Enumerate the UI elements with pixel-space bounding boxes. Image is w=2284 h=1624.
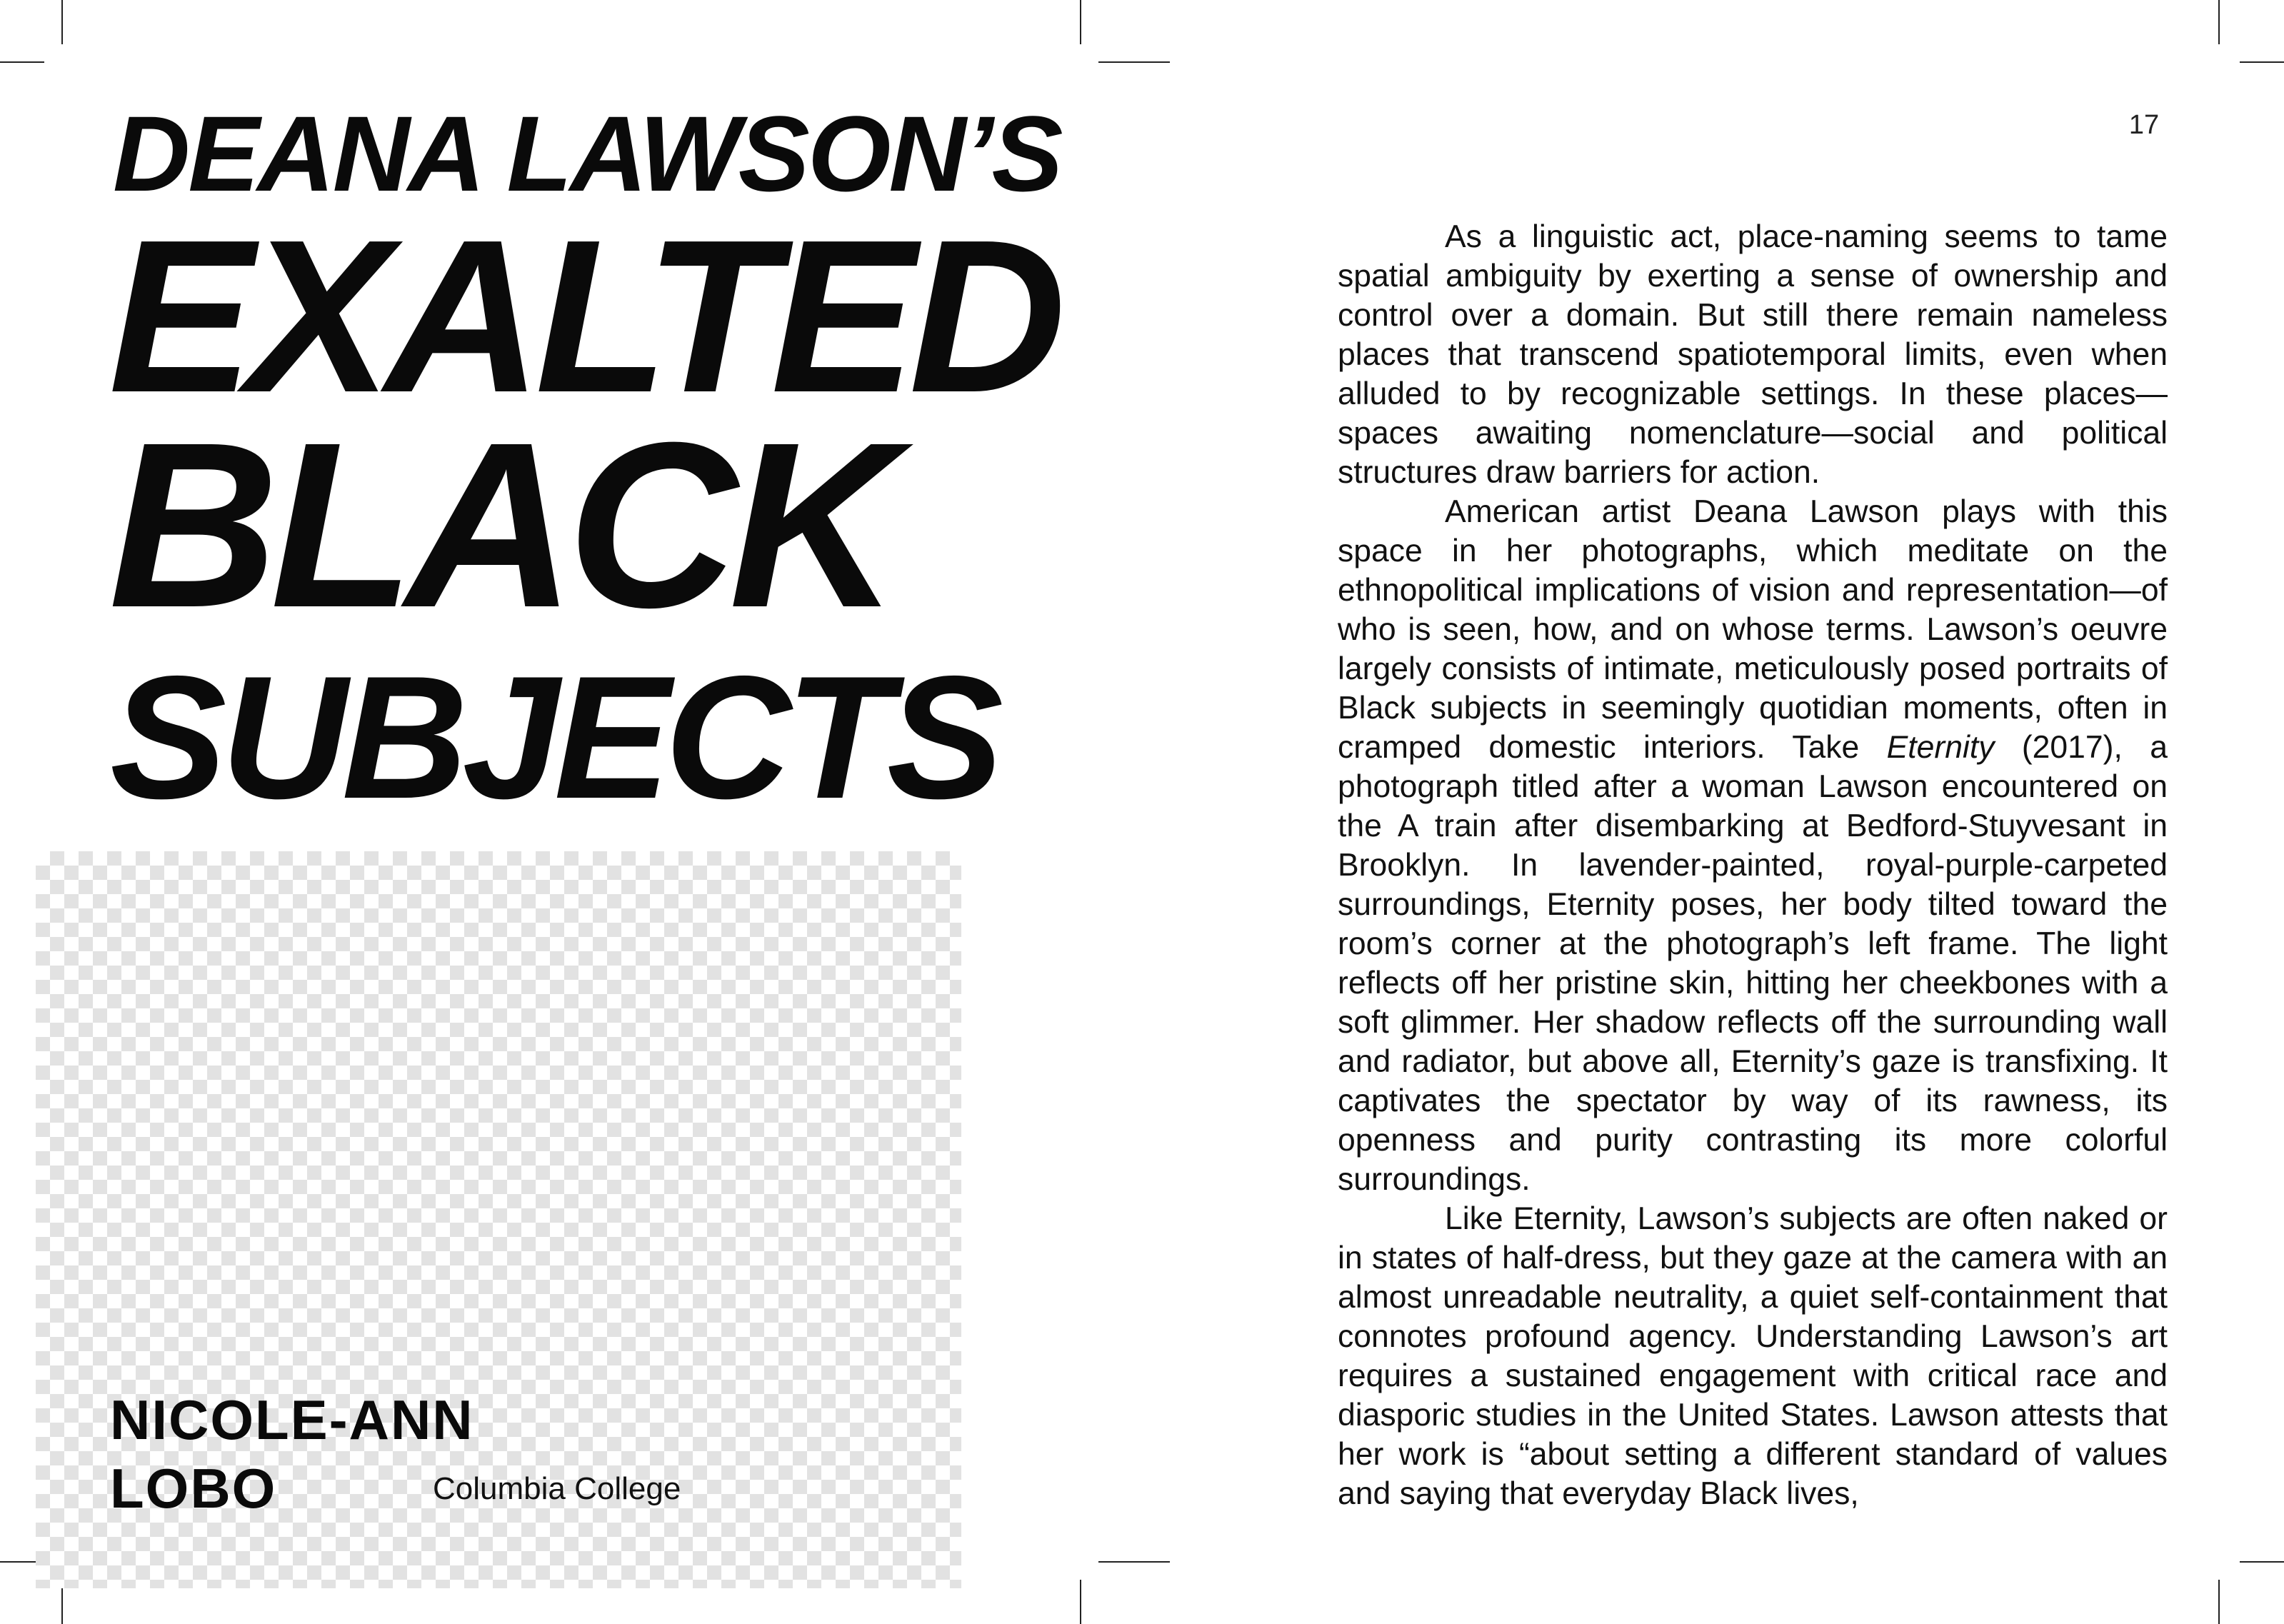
paragraph-text: As a linguistic act, place-naming seems to tame spatial ambiguity by exerting a sense of ownership and control over a domain. But still there remain nameless places that transcend spatiotemporal limits, even when alluded to by recognizable settings. In these places—spaces awaiting nomenclature—social and political structures draw barriers for action. [1338, 219, 2168, 490]
crop-mark [0, 61, 44, 63]
article-body [1338, 217, 2168, 1513]
crop-mark [2218, 0, 2220, 44]
author-name [110, 1385, 474, 1523]
paragraph-text: Like Eternity, Lawson’s subjects are often naked or in states of half-dress, but they gaze at the camera with an almost unreadable neutrality, a quiet self-containment that connotes profound agency. Understanding Lawson’s art requires a sustained engagement with critical race and diasporic studies in the United States. Lawson attests that her work is “about setting a different standard of values and saying that everyday Black lives, [1338, 1201, 2168, 1511]
crop-mark [2240, 61, 2284, 63]
crop-mark [1098, 61, 1170, 63]
title-line-1: DEANA LAWSON’S [113, 94, 1061, 214]
page-number: 17 [2128, 110, 2160, 140]
author-first-name: NICOLE-ANN [110, 1388, 474, 1451]
paragraph-text: American artist Deana Lawson plays with this space in her photographs, which meditate on the ethnopolitical implications of vision and representation—of who is seen, how, and on whose terms. Lawson’s oeuvre largely consists of intimate, meticulously posed portraits of Black subjects in seemingly quotidian moments, often in cramped domestic interiors. Take [1338, 494, 2168, 765]
author-last-name: LOBO [110, 1457, 277, 1520]
crop-mark [1098, 1561, 1170, 1563]
body-paragraph [1338, 1199, 2168, 1513]
author-institution: Columbia College [433, 1471, 681, 1506]
crop-mark [61, 0, 63, 44]
body-paragraph [1338, 217, 2168, 492]
crop-mark [1080, 1580, 1081, 1624]
title-line-3: BLACK [109, 393, 891, 656]
title-line-4: SUBJECTS [110, 639, 998, 835]
body-paragraph [1338, 492, 2168, 1199]
crop-mark [1080, 0, 1081, 44]
crop-mark [2218, 1580, 2220, 1624]
crop-mark [2240, 1561, 2284, 1563]
paragraph-text: (2017), a photograph titled after a woman Lawson encountered on the A train after disembarking at Bedford-Stuyvesant in Brooklyn. In lavender-painted, royal-purple-carpeted surroundings, Eternity poses, her body tilted toward the room’s corner at the photograph’s left frame. The light reflects off her pristine skin, hitting her cheekbones with a soft glimmer. Her shadow reflects off the surrounding wall and radiator, but above all, Eternity’s gaze is transfixing. It captivates the spectator by way of its rawness, its openness and purity contrasting its more colorful surroundings. [1338, 730, 2168, 1197]
title-line-2: EXALTED [109, 194, 1059, 438]
artwork-title: Eternity [1886, 730, 1995, 765]
